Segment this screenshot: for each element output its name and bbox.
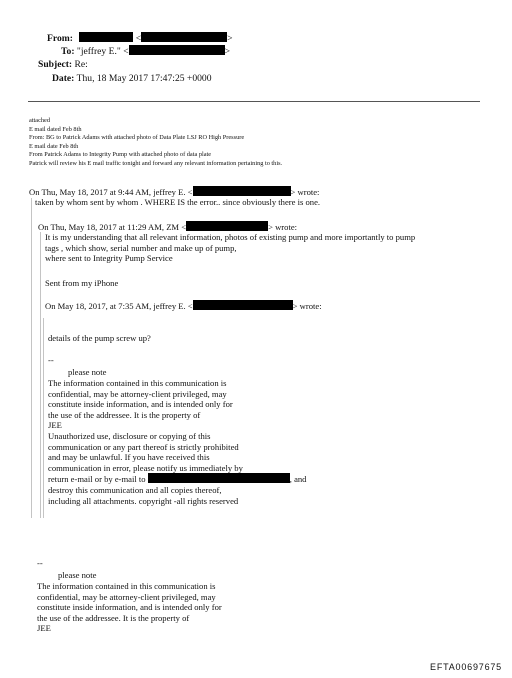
disclaimer-line: Unauthorized use, disclosure or copying of this: [48, 430, 211, 441]
msg1-intro: [29, 186, 319, 198]
msg3-line: details of the pump screw up?: [48, 333, 151, 343]
header-to: [61, 45, 230, 57]
attached-line: From: BG to Patrick Adams with attached photo of Data Plate LSJ RO High Pressure: [29, 134, 245, 142]
msg3-intro-text: On May 18, 2017, at 7:35 AM, jeffrey E. <: [45, 301, 193, 311]
attached-line: From Patrick Adams to Integrity Pump with attached photo of data plate: [29, 151, 212, 159]
disclaimer-line: JEE: [37, 623, 51, 634]
msg2-wrote: > wrote:: [268, 222, 298, 232]
msg3-wrote: > wrote:: [292, 301, 322, 311]
header-date: [52, 73, 212, 84]
disclaimer-line: The information contained in this communication is: [48, 378, 227, 388]
msg1-wrote: > wrote:: [290, 187, 320, 197]
quote-bar-level2: [40, 232, 41, 518]
and-text: , and: [289, 474, 307, 485]
from-lt: <: [135, 33, 142, 44]
from-gt: >: [227, 33, 233, 44]
subject-value: Re:: [74, 59, 88, 70]
header-divider: [28, 101, 480, 102]
msg2-intro: [38, 221, 297, 233]
disclaimer-line: confidential, may be attorney-client privileged, may: [37, 591, 216, 602]
to-label: To:: [61, 46, 75, 57]
redacted-block: [141, 32, 227, 42]
disclaimer-line: confidential, may be attorney-client privileged, may: [48, 388, 227, 399]
msg3-please-note: please note: [68, 367, 107, 377]
disclaimer-line: the use of the addressee. It is the property of: [37, 612, 190, 623]
date-label: Date:: [52, 73, 75, 84]
disclaimer-line: the use of the addressee. It is the property of: [48, 409, 201, 420]
msg1-line: taken by whom sent by whom . WHERE IS the error.. since obviously there is one.: [35, 197, 321, 207]
msg2-intro-text: On Thu, May 18, 2017 at 11:29 AM, ZM <: [38, 222, 187, 232]
disclaimer-line: JEE: [48, 420, 62, 431]
attached-line: E mail date Feb 8th: [29, 142, 79, 150]
attached-line: attached: [29, 117, 50, 124]
to-value: "jeffrey E." <: [76, 46, 129, 57]
msg2-sent-from: Sent from my iPhone: [45, 278, 119, 288]
date-value: Thu, 18 May 2017 17:47:25 +0000: [76, 73, 212, 84]
disclaimer-return-line: [48, 473, 306, 485]
quote-bar-level1: [31, 198, 32, 518]
attached-block: [29, 117, 282, 169]
msg2-line: It is my understanding that all relevant information, photos of existing pump and more importantly to pump: [45, 232, 416, 242]
msg3-disclaimer: [48, 378, 306, 506]
msg2-line: where sent to Integrity Pump Service: [45, 253, 173, 264]
subject-label: Subject:: [38, 59, 73, 70]
redacted-block: [148, 473, 290, 483]
disclaimer-line: communication in error, please notify us immediately by: [48, 462, 243, 473]
disclaimer-line: and may be unlawful. If you have received this: [48, 452, 210, 463]
redacted-block: [193, 300, 293, 310]
redacted-block: [186, 221, 268, 231]
disclaimer-line: constitute inside information, and is intended only for: [48, 399, 233, 410]
from-label: From:: [47, 33, 73, 44]
attached-line: E mail dated Feb 8th: [29, 125, 82, 133]
disclaimer-line: including all attachments. copyright -all rights reserved: [48, 495, 239, 506]
to-gt: >: [224, 46, 231, 57]
header-from: [47, 32, 233, 44]
disclaimer-line: destroy this communication and all copies thereof,: [48, 484, 222, 495]
footer-please-note: please note: [58, 570, 97, 580]
msg3-dashes: --: [48, 355, 54, 365]
attached-line: Patrick will review his E mail traffic tonight and forward any relevant information pertaining to this.: [29, 159, 283, 167]
header-subject: [38, 59, 88, 70]
disclaimer-line: communication or any part thereof is strictly prohibited: [48, 441, 239, 452]
footer-dashes: --: [37, 558, 43, 568]
redacted-block: [193, 186, 291, 196]
msg2-body: [45, 232, 415, 264]
msg1-intro-text: On Thu, May 18, 2017 at 9:44 AM, jeffrey E. <: [29, 187, 193, 197]
msg3-intro: [45, 300, 322, 312]
msg2-line: tags , which show, serial number and make up of pump,: [45, 242, 237, 253]
disclaimer-line: constitute inside information, and is intended only for: [37, 602, 222, 613]
redacted-block: [79, 32, 133, 42]
redacted-block: [129, 45, 225, 55]
return-email-text: return e-mail or by e-mail to: [48, 474, 146, 485]
disclaimer-line: The information contained in this communication is: [37, 581, 216, 591]
quote-bar-level3: [43, 318, 44, 518]
footer-disclaimer: [37, 581, 222, 634]
bates-number: EFTA00697675: [430, 662, 502, 672]
